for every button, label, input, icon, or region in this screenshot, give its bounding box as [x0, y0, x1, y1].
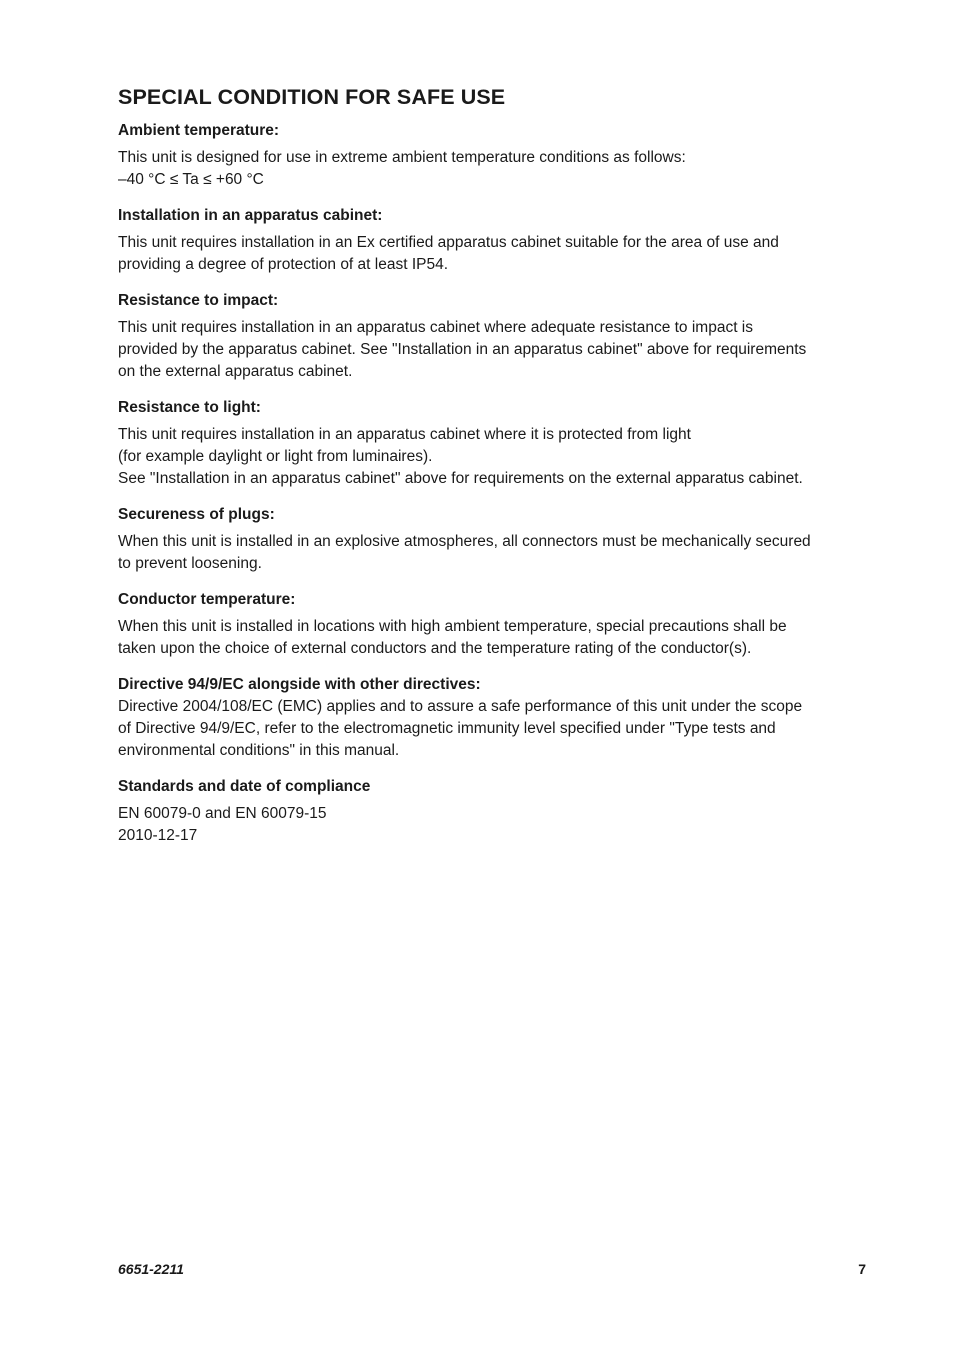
section-heading: Installation in an apparatus cabinet: [118, 207, 383, 224]
body-line: providing a degree of protection of at least IP54. [118, 256, 449, 273]
section-body [118, 424, 870, 490]
body-line: of Directive 94/9/EC, refer to the electromagnetic immunity level specified under "Type tests and [118, 720, 776, 737]
section-body [118, 803, 870, 847]
section-body [118, 147, 870, 191]
section-secureness-plugs [118, 504, 870, 575]
section-heading: Conductor temperature: [118, 591, 296, 608]
body-line: environmental conditions" in this manual. [118, 742, 400, 759]
section-body [118, 531, 870, 575]
section-heading: Standards and date of compliance [118, 778, 371, 795]
body-line: –40 °C ≤ Ta ≤ +60 °C [118, 171, 264, 188]
body-line: on the external apparatus cabinet. [118, 363, 353, 380]
body-line: EN 60079-0 and EN 60079-15 [118, 805, 327, 822]
body-line: provided by the apparatus cabinet. See "Installation in an apparatus cabinet" above for requirements [118, 341, 807, 358]
document-number: 6651-2211 [118, 1261, 184, 1277]
section-heading: Directive 94/9/EC alongside with other directives: [118, 676, 481, 693]
section-standards-compliance [118, 776, 870, 847]
section-heading: Resistance to impact: [118, 292, 279, 309]
body-line: Directive 2004/108/EC (EMC) applies and to assure a safe performance of this unit under the scope [118, 698, 803, 715]
page-title: SPECIAL CONDITION FOR SAFE USE [118, 85, 506, 109]
section-directive [118, 674, 870, 762]
body-line: See "Installation in an apparatus cabinet" above for requirements on the external apparatus cabinet. [118, 470, 803, 487]
section-installation-cabinet [118, 205, 870, 276]
section-body [118, 616, 870, 660]
body-line: This unit requires installation in an Ex certified apparatus cabinet suitable for the area of use and [118, 234, 779, 251]
body-line: taken upon the choice of external conductors and the temperature rating of the conductor(s). [118, 640, 752, 657]
page-number: 7 [858, 1261, 866, 1277]
body-line: When this unit is installed in locations with high ambient temperature, special precautions shall be [118, 618, 787, 635]
section-heading: Ambient temperature: [118, 122, 280, 139]
section-resistance-impact [118, 290, 870, 383]
section-body [118, 696, 870, 762]
body-line: This unit requires installation in an apparatus cabinet where it is protected from light [118, 426, 691, 443]
section-heading: Resistance to light: [118, 399, 261, 416]
body-line: to prevent loosening. [118, 555, 262, 572]
body-line: When this unit is installed in an explosive atmospheres, all connectors must be mechanically secured [118, 533, 811, 550]
body-line: This unit is designed for use in extreme ambient temperature conditions as follows: [118, 149, 686, 166]
body-line: 2010-12-17 [118, 827, 198, 844]
body-line: (for example daylight or light from luminaires). [118, 448, 433, 465]
page-content [118, 84, 870, 861]
section-body [118, 232, 870, 276]
section-resistance-light [118, 397, 870, 490]
body-line: This unit requires installation in an apparatus cabinet where adequate resistance to impact is [118, 319, 754, 336]
section-ambient-temperature [118, 120, 870, 191]
section-body [118, 317, 870, 383]
section-conductor-temperature [118, 589, 870, 660]
section-heading: Secureness of plugs: [118, 506, 275, 523]
